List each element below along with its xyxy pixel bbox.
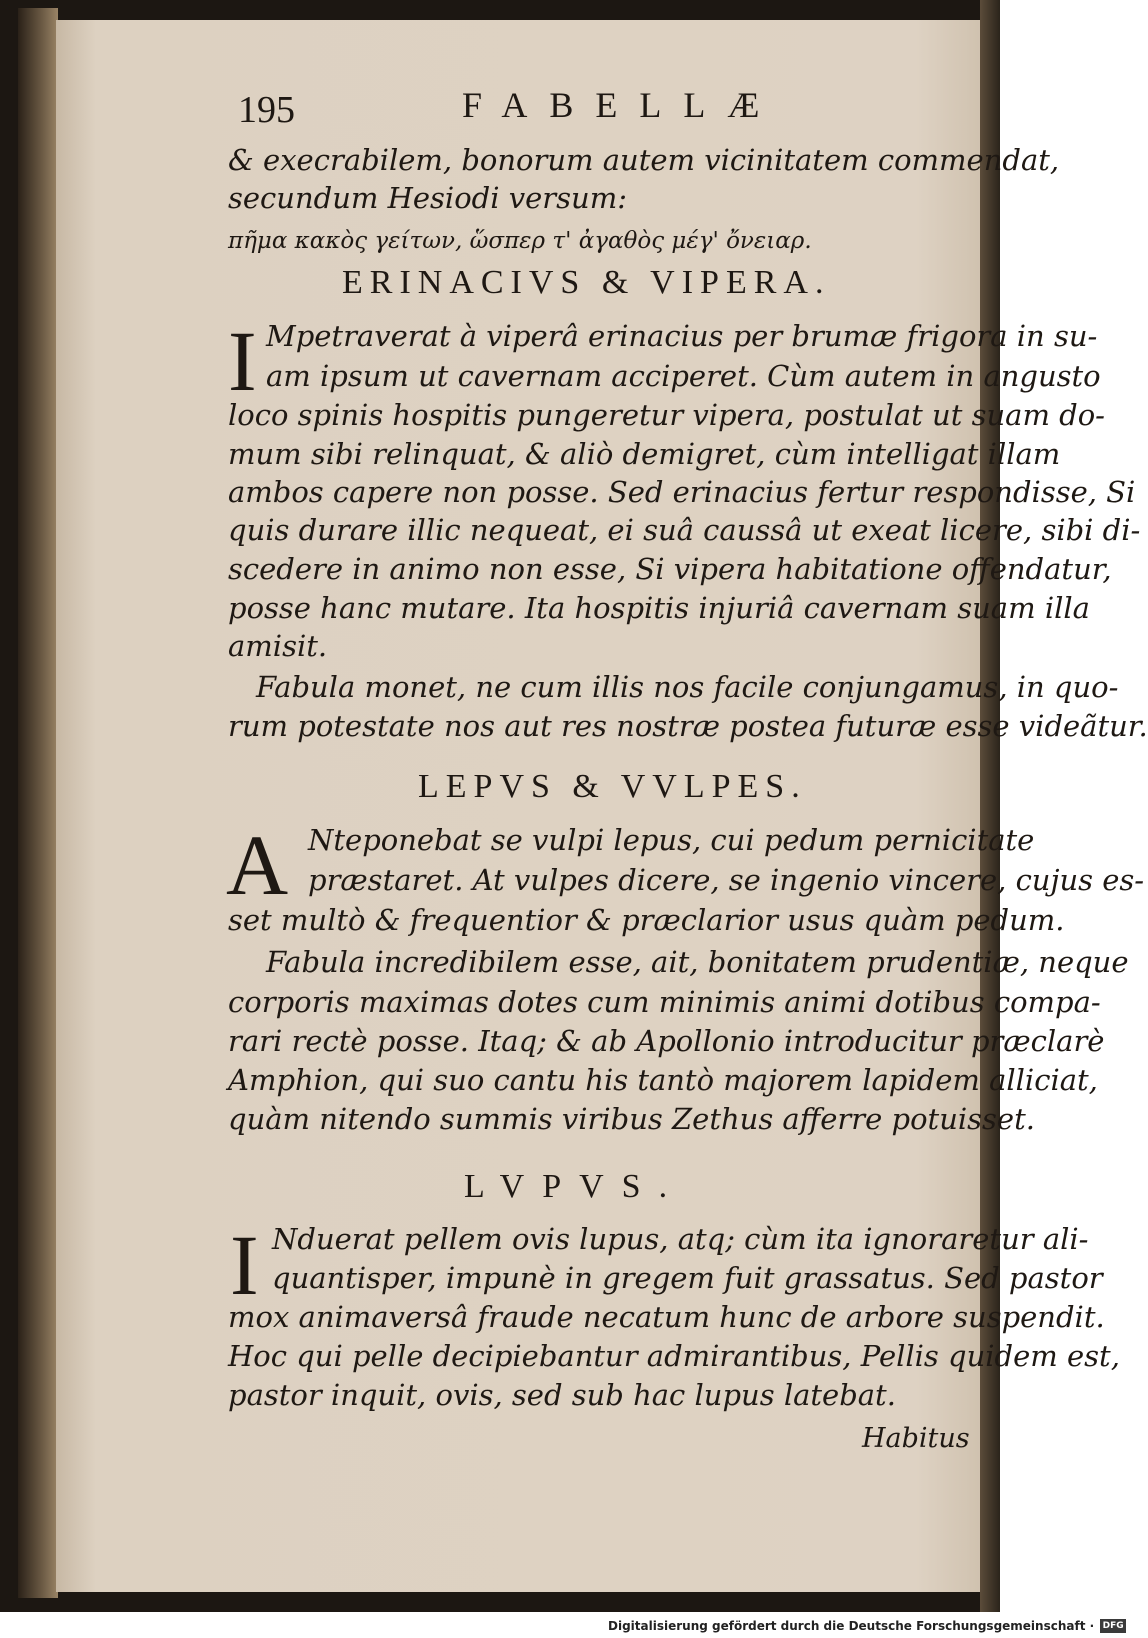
text-line: rum potestate nos aut res nostræ postea futuræ esse videãtur.: [228, 709, 1148, 743]
text-line: ambos capere non posse. Sed erinacius fertur respondisse, Si: [228, 475, 1136, 509]
text-line: rari rectè posse. Itaq; & ab Apollonio introducitur præclarè: [228, 1024, 1105, 1058]
text-line: posse hanc mutare. Ita hospitis injuriâ cavernam suam illa: [228, 591, 1090, 625]
text-line: Nduerat pellem ovis lupus, atq; cùm ita ignoraretur ali-: [272, 1222, 1089, 1256]
intro-line: secundum Hesiodi versum:: [228, 181, 627, 215]
greek-quote: πῆμα κακὸς γείτων, ὥσπερ τ' ἀγαθὸς μέγ' ὄνειαρ.: [228, 228, 812, 254]
intro-line: & execrabilem, bonorum autem vicinitatem commendat,: [228, 143, 1060, 177]
text-line: pastor inquit, ovis, sed sub hac lupus latebat.: [228, 1378, 896, 1412]
catchword: Habitus: [862, 1423, 970, 1454]
text-line: mox animaversâ fraude necatum hunc de arbore suspendit.: [228, 1300, 1105, 1334]
text-line: am ipsum ut cavernam acciperet. Cùm autem in angusto: [266, 359, 1101, 393]
text-line: quis durare illic nequeat, ei suâ caussâ ut exeat licere, sibi di-: [228, 513, 1141, 547]
text-line: præstaret. At vulpes dicere, se ingenio vincere, cujus es-: [308, 863, 1145, 897]
text-line: Fabula monet, ne cum illis nos facile conjungamus, in quo-: [256, 670, 1119, 704]
fable-title-erinacius: ERINACIVS & VIPERA.: [342, 264, 831, 301]
text-line: Hoc qui pelle decipiebantur admirantibus, Pellis quidem est,: [228, 1339, 1120, 1373]
text-line: set multò & frequentior & præclarior usus quàm pedum.: [228, 903, 1065, 937]
drop-cap-initial: I: [228, 313, 257, 409]
text-line: Mpetraverat à viperâ erinacius per brumæ frigora in su-: [266, 319, 1098, 353]
fable-title-lepus: LEPVS & VVLPES.: [418, 768, 807, 805]
book-spine: [18, 8, 58, 1598]
dfg-logo-icon: DFG: [1100, 1619, 1126, 1633]
text-line: Amphion, qui suo cantu his tantò majorem lapidem alliciat,: [228, 1063, 1098, 1097]
footer-text: Digitalisierung gefördert durch die Deutsche Forschungsgemeinschaft ·: [608, 1619, 1095, 1633]
text-line: amisit.: [228, 629, 328, 663]
running-title: FABELLÆ: [462, 85, 782, 125]
text-line: quantisper, impunè in gregem fuit grassatus. Sed pastor: [272, 1261, 1103, 1295]
drop-cap-initial: I: [230, 1217, 259, 1313]
text-line: Fabula incredibilem esse, ait, bonitatem prudentiæ, neque: [266, 945, 1129, 979]
text-line: scedere in animo non esse, Si vipera habitatione offendatur,: [228, 552, 1112, 586]
fable-title-lupus: LVPVS.: [464, 1168, 686, 1205]
text-line: loco spinis hospitis pungeretur vipera, postulat ut suam do-: [228, 398, 1105, 432]
text-line: Nteponebat se vulpi lepus, cui pedum pernicitate: [308, 823, 1035, 857]
text-line: corporis maximas dotes cum minimis animi dotibus compa-: [228, 985, 1101, 1019]
page-number: 195: [238, 89, 295, 131]
drop-cap-initial: A: [226, 817, 289, 913]
footer-credit: [608, 1617, 1126, 1635]
text-line: quàm nitendo summis viribus Zethus afferre potuisset.: [228, 1102, 1035, 1136]
text-line: mum sibi relinquat, & aliò demigret, cùm intelligat illam: [228, 437, 1061, 471]
